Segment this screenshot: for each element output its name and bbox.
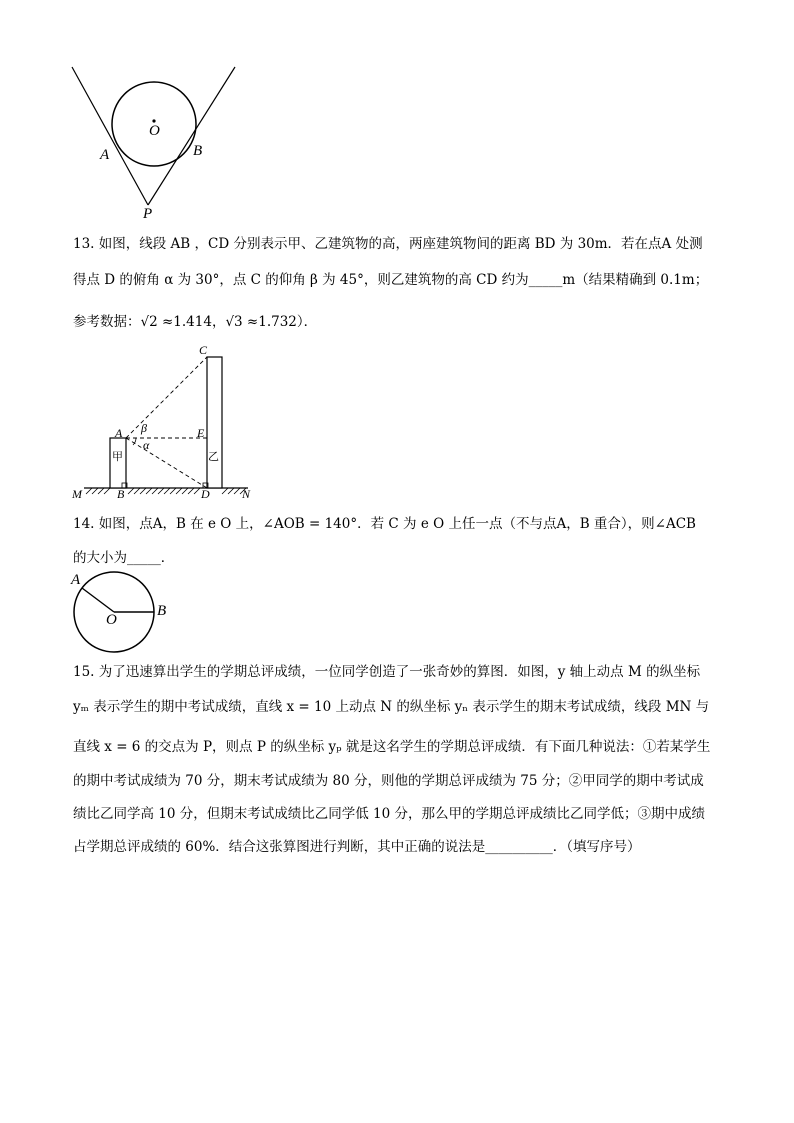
q13-line1: 13. 如图，线段 AB ，CD 分别表示甲、乙建筑物的高，两座建筑物间的距离 BD 为 30m．若在点A 处测 — [73, 236, 703, 252]
label-jia: 甲 — [112, 450, 123, 463]
figure-12-svg — [60, 60, 250, 230]
label-M: M — [72, 487, 82, 501]
label-beta: β — [141, 421, 147, 435]
q14-line2: 的大小为_____． — [73, 550, 175, 566]
label-C: C — [199, 343, 208, 357]
label-A: A — [115, 426, 123, 440]
q15-line1: 15. 为了迅速算出学生的学期总评成绩，一位同学创造了一张奇妙的算图．如图，y 轴上动点 M 的纵坐标 — [73, 664, 701, 680]
label-B: B — [117, 487, 125, 501]
label-P: P — [143, 206, 153, 222]
label-A: A — [71, 572, 81, 588]
label-N: N — [242, 487, 251, 501]
q13-line3: 参考数据：√2 ≈1.414，√3 ≈1.732）． — [73, 314, 318, 330]
q14-line1: 14. 如图，点A，B 在 e O 上，∠AOB = 140°．若 C 为 e O 上任一点（不与点A，B 重合），则∠ACB — [73, 516, 696, 532]
q15-line2: yₘ 表示学生的期中考试成绩，直线 x = 10 上动点 N 的纵坐标 yₙ 表示学生的期末考试成绩，线段 MN 与 — [73, 699, 710, 715]
q13-line2: 得点 D 的俯角 α 为 30°，点 C 的仰角 β 为 45°，则乙建筑物的高 CD 约为_____m（结果精确到 0.1m； — [73, 272, 709, 288]
label-B: B — [157, 603, 167, 619]
q15-line5: 绩比乙同学高 10 分，但期末考试成绩比乙同学低 10 分，那么甲的学期总评成绩比乙同学低；③期中成绩 — [73, 806, 706, 822]
label-A: A — [100, 147, 110, 163]
label-O: O — [106, 612, 117, 628]
figure-12 — [60, 60, 250, 230]
figure-13-svg — [70, 342, 260, 502]
q15-line4: 的期中考试成绩为 70 分，期末考试成绩为 80 分，则他的学期总评成绩为 75 分；②甲同学的期中考试成 — [73, 773, 704, 789]
label-yi: 乙 — [208, 450, 219, 463]
label-D: D — [201, 487, 210, 501]
q15-line6: 占学期总评成绩的 60%．结合这张算图进行判断，其中正确的说法是__________．（填写序号） — [73, 839, 641, 855]
figure-14-svg — [65, 570, 185, 655]
label-B: B — [193, 143, 203, 159]
label-alpha: α — [143, 438, 150, 452]
q15-line3: 直线 x = 6 的交点为 P，则点 P 的纵坐标 yₚ 就是这名学生的学期总评成绩．有下面几种说法：①若某学生 — [73, 739, 711, 755]
label-O: O — [149, 123, 160, 139]
figure-14 — [65, 570, 185, 655]
label-E: E — [197, 426, 205, 440]
figure-13 — [70, 342, 260, 502]
